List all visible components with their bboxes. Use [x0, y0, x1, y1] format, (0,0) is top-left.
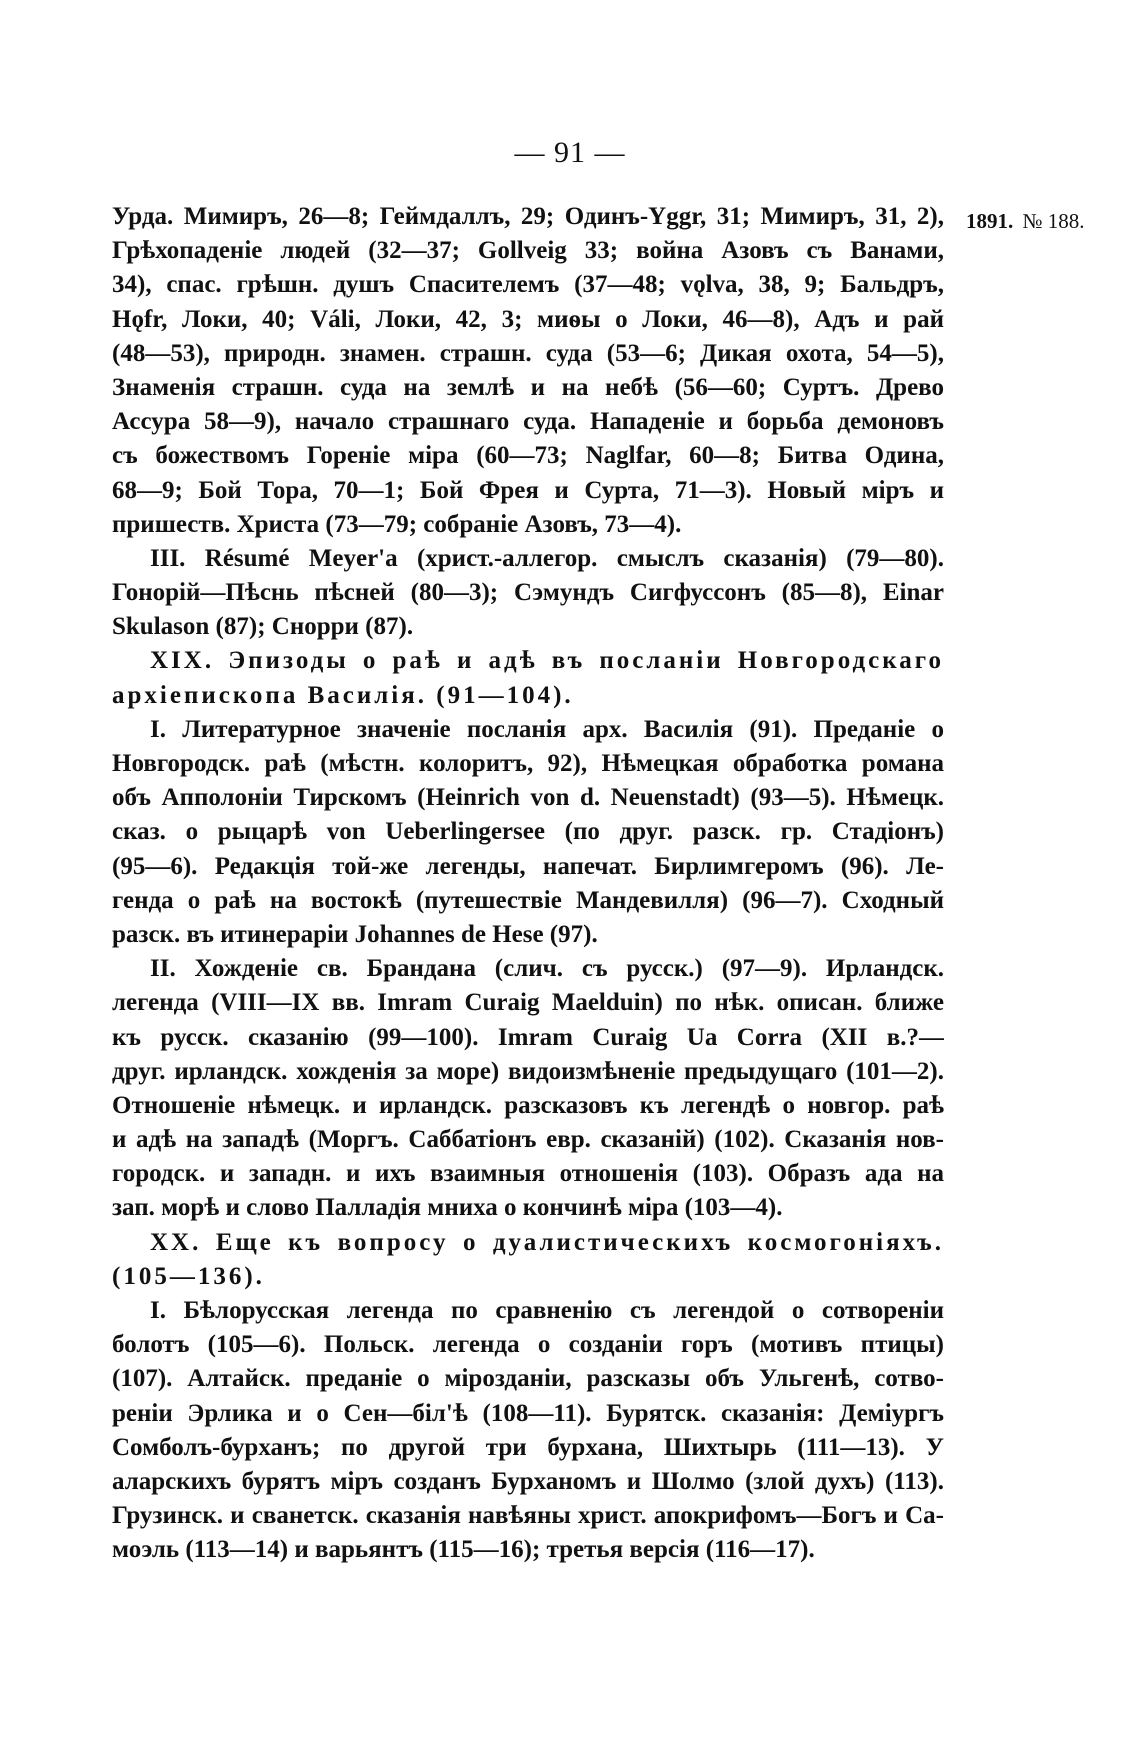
text-line: (105—136).: [112, 1262, 265, 1290]
text-line: Грузинск. и сванетск. сказанія навѣяны христ. апокрифомъ—Богъ и Са-: [112, 1502, 944, 1530]
text-line: моэль (113—14) и варьянтъ (115—16); третья версія (116—17).: [112, 1536, 815, 1564]
margin-issue: № 188.: [1022, 209, 1085, 233]
text-line: Урда. Мимиръ, 26—8; Геймдаллъ, 29; Одинъ-Yggr, 31; Мимиръ, 31, 2),: [112, 203, 944, 230]
text-line: Грѣхопаденіе людей (32—37; Gollveig 33; война Азовъ съ Ванами,: [112, 237, 944, 265]
text-line: разск. въ итинераріи Johannes de Hese (97).: [112, 920, 598, 948]
text-line: I. Бѣлорусская легенда по сравненію съ легендой о сотвореніи: [150, 1297, 944, 1324]
text-line: друг. ирландск. хожденія за море) видоизмѣненіе предыдущаго (101—2).: [112, 1057, 944, 1085]
text-line: легенда (VIII—IX вв. Imram Curaig Maelduin) по нѣк. описан. ближе: [112, 989, 944, 1017]
text-line: Новгородск. раѣ (мѣстн. колоритъ, 92), Нѣмецкая обработка романа: [112, 750, 944, 777]
text-line: архіепископа Василія. (91—104).: [112, 681, 574, 709]
page-number: — 91 —: [514, 136, 626, 169]
text-line: объ Апполоніи Тирскомъ (Heinrich von d. Neuenstadt) (93—5). Нѣмецк.: [112, 784, 944, 812]
text-line: Skulason (87); Снорри (87).: [112, 613, 414, 641]
text-line: Знаменія страшн. суда на землѣ и на небѣ (56—60; Суртъ. Древо: [112, 373, 944, 401]
text-line: реніи Эрлика и о Сен—бiл'ѣ (108—11). Бурятск. сказанія: Деміургъ: [112, 1399, 944, 1427]
text-line: Ассура 58—9), начало страшнаго суда. Нападеніе и борьба демоновъ: [112, 408, 944, 436]
text-line: II. Хожденіе св. Брандана (слич. съ русск.) (97—9). Ирландск.: [150, 955, 944, 983]
text-line: Гонорій—Пѣснь пѣсней (80—3); Сэмундъ Сигфуссонъ (85—8), Einar: [112, 579, 944, 607]
text-line: и адѣ на западѣ (Моргъ. Саббатіонъ евр. сказаній) (102). Сказанія нов-: [112, 1126, 944, 1154]
text-line: генда о раѣ на востокѣ (путешествіе Мандевилля) (96—7). Сходный: [112, 886, 944, 914]
text-line: Отношеніе нѣмецк. и ирландск. разсказовъ къ легендѣ о новгор. раѣ: [112, 1091, 944, 1119]
text-line: (107). Алтайск. преданіе о мірозданіи, разсказы объ Ульгенѣ, сотво-: [112, 1365, 944, 1393]
text-line: I. Литературное значеніе посланія арх. Василія (91). Преданіе о: [150, 715, 944, 743]
text-line: аларскихъ бурятъ міръ созданъ Бурханомъ и Шолмо (злой духъ) (113).: [112, 1467, 944, 1495]
margin-note: [966, 209, 1085, 234]
text-line: (48—53), природн. знамен. страшн. суда (53—6; Дикая охота, 54—5),: [112, 339, 944, 367]
text-line: сказ. о рыцарѣ von Ueberlingersee (по друг. разск. гр. Стадіонъ): [112, 818, 944, 846]
text-line: къ русск. сказанію (99—100). Imram Curaig Ua Corra (XII в.?—: [112, 1023, 944, 1051]
text-body: [112, 200, 944, 1568]
text-line: зап. морѣ и слово Палладія мниха о кончинѣ міра (103—4).: [112, 1194, 783, 1222]
text-line: XX. Еще къ вопросу о дуалистическихъ космогоніяхъ.: [150, 1228, 944, 1256]
text-line: болотъ (105—6). Польск. легенда о созданіи горъ (мотивъ птицы): [112, 1331, 944, 1359]
margin-year: 1891.: [966, 209, 1014, 233]
text-line: Hǫfr, Локи, 40; Váli, Локи, 42, 3; миѳы о Локи, 46—8), Адъ и рай: [112, 305, 944, 333]
text-line: (95—6). Редакція той-же легенды, напечат. Бирлимгеромъ (96). Ле-: [112, 852, 944, 880]
text-line: городск. и западн. и ихъ взаимныя отношенія (103). Образъ ада на: [112, 1160, 944, 1188]
text-line: пришеств. Христа (73—79; собраніе Азовъ, 73—4).: [112, 510, 682, 538]
text-line: 34), спас. грѣшн. душъ Спасителемъ (37—48; vǫlva, 38, 9; Бальдръ,: [112, 271, 944, 299]
text-line: Сомболъ-бурханъ; по другой три бурхана, Шихтырь (111—13). У: [112, 1433, 944, 1461]
text-line: III. Résumé Meyer'a (христ.-аллегор. смыслъ сказанія) (79—80).: [150, 544, 944, 572]
text-line: съ божествомъ Гореніе міра (60—73; Naglfar, 60—8; Битва Одина,: [112, 442, 944, 470]
text-line: XIX. Эпизоды о раѣ и адѣ въ посланіи Новгородскаго: [150, 647, 944, 675]
text-line: 68—9; Бой Тора, 70—1; Бой Фрея и Сурта, 71—3). Новый міръ и: [112, 476, 944, 504]
